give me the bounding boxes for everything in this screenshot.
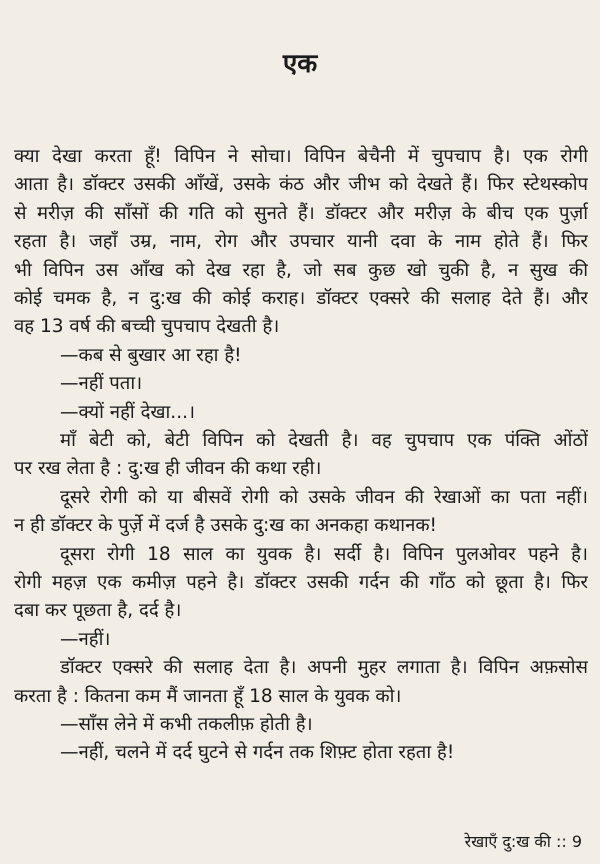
text-line: क्या देखा करता हूँ! विपिन ने सोचा। विपिन बेचैनी में चुपचाप है। एक रोगी [14,146,588,167]
text-line: करता है : कितना कम मैं जानता हूँ 18 साल के युवक को। [14,685,402,707]
text-line: माँ बेटी को, बेटी विपिन को देखती है। वह चुपचाप एक पंक्ति ओंठों [60,430,588,451]
text-line: रोगी महज़ एक कमीज़ पहने है। डॉक्टर उसकी गर्दन की गाँठ को छूता है। फिर [14,572,588,593]
text-line: दूसरा रोगी 18 साल का युवक है। सर्दी है। विपिन पुलओवर पहने है। [60,543,588,565]
text-line: भी विपिन उस आँख को देख रहा है, जो सब कुछ खो चुकी है, न सुख की [14,259,588,281]
text-line: पर रख लेता है : दु:ख ही जीवन की कथा रही। [14,458,322,480]
text-line: डॉक्टर एक्सरे की सलाह देता है। अपनी मुहर लगाता है। विपिन अफ़सोस [60,657,588,679]
text-line: —नहीं पता। [60,373,143,395]
text-line: —कब से बुखार आ रहा है! [60,344,242,366]
text-line: न ही डॉक्टर के पुर्ज़े में दर्ज है उसके दु:ख का अनकहा कथानक! [14,515,437,537]
text-line: दबा कर पूछता है, दर्द है। [14,600,182,622]
text-line: आता है। डॉक्टर उसकी आँखें, उसके कंठ और जीभ को देखते हैं। फिर स्टेथस्कोप [14,174,588,196]
text-line: —क्यों नहीं देखा...। [60,401,195,423]
text-line: वह 13 वर्ष की बच्ची चुपचाप देखती है। [14,316,280,338]
text-line: —नहीं, चलने में दर्द घुटने से गर्दन तक शिफ़्ट होता रहता है! [60,742,455,764]
footer-separator: :: [555,832,567,851]
text-line: रहता है। जहाँ उम्र, नाम, रोग और उपचार यानी दवा के नाम होते हैं। फिर [14,231,588,253]
text-line: —नहीं। [60,628,111,650]
text-line: से मरीज़ की साँसों की गति को सुनते हैं। डॉक्टर और मरीज़ के बीच एक पुर्ज़ा [14,202,588,224]
text-line: कोई चमक है, न दु:ख की कोई कराह। डॉक्टर एक्सरे की सलाह देते हैं। और [14,288,588,309]
running-title: रेखाएँ दु:ख की [464,832,551,851]
text-line: दूसरे रोगी को या बीसवें रोगी को उसके जीवन की रेखाओं का पता नहीं। [60,486,588,508]
text-line: —साँस लेने में कभी तकलीफ़ होती है। [60,714,313,735]
page-number: 9 [571,832,582,851]
page-footer [465,830,582,852]
chapter-title: एक [282,49,318,79]
